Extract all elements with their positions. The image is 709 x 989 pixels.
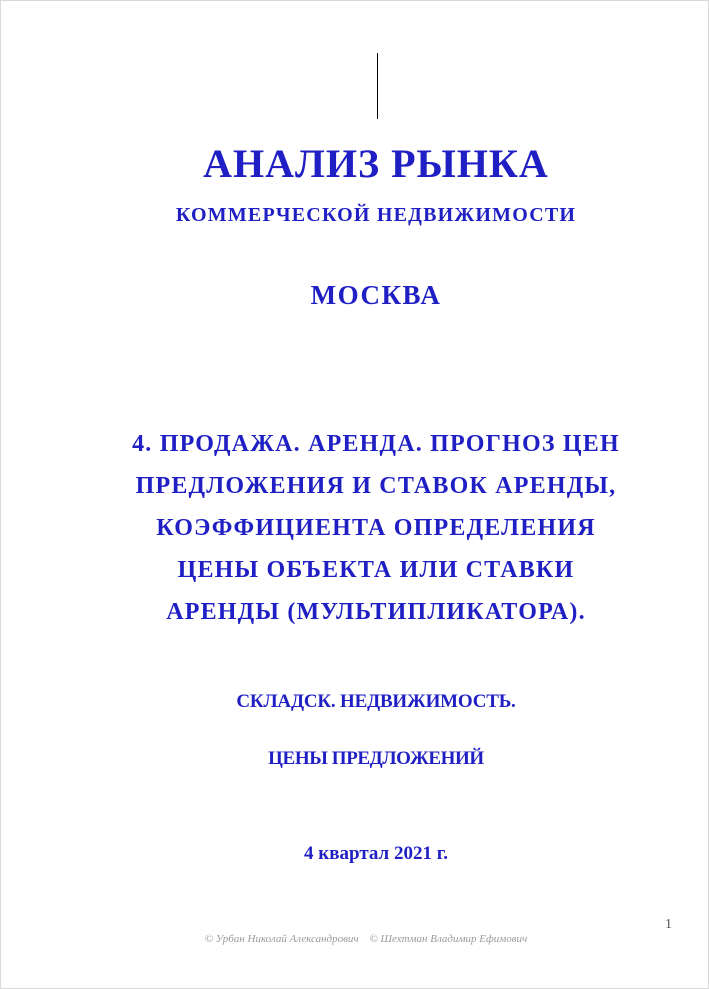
section-heading-line: АРЕНДЫ (МУЛЬТИПЛИКАТОРА). (166, 599, 586, 625)
copyright-author-1: © Урбан Николай Александрович (204, 933, 359, 945)
page-number: 1 (665, 917, 672, 932)
section-heading (61, 423, 691, 633)
page-subtitle: КОММЕРЧЕСКОЙ НЕДВИЖИМОСТИ (175, 204, 577, 226)
section-heading-line: КОЭФФИЦИЕНТА ОПРЕДЕЛЕНИЯ (156, 515, 596, 541)
section-heading-line: ЦЕНЫ ОБЪЕКТА ИЛИ СТАВКИ (177, 557, 575, 583)
footer-copyright (1, 933, 709, 945)
copyright-author-2: © Шехтман Владимир Ефимович (369, 933, 528, 945)
period-label: 4 квартал 2021 г. (304, 843, 448, 864)
segment-label: СКЛАДСК. НЕДВИЖИМОСТЬ. (236, 691, 516, 712)
city-label: МОСКВА (310, 280, 442, 310)
section-heading-line: ПРЕДЛОЖЕНИЯ И СТАВОК АРЕНДЫ, (135, 473, 617, 499)
text-cursor (377, 53, 378, 119)
price-type-label: ЦЕНЫ ПРЕДЛОЖЕНИЙ (268, 748, 484, 769)
section-heading-line: 4. ПРОДАЖА. АРЕНДА. ПРОГНОЗ ЦЕН (132, 431, 620, 457)
page-title: АНАЛИЗ РЫНКА (203, 141, 549, 186)
